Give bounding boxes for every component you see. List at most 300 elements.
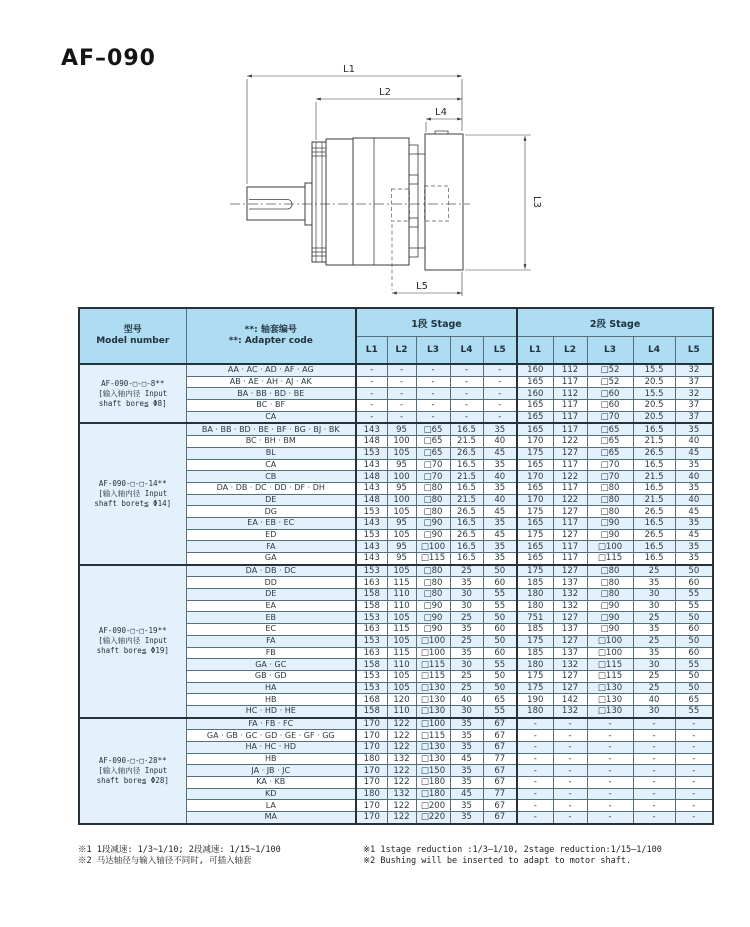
s1-l3-cell: □150 <box>416 765 450 777</box>
s2-l4-cell: 30 <box>633 589 675 601</box>
s2-l2-cell: - <box>553 812 587 824</box>
s1-l1-cell: 158 <box>356 589 387 601</box>
s1-l4-cell: 16.5 <box>450 423 483 435</box>
s1-l4-cell: - <box>450 388 483 400</box>
s1-l2-cell: 120 <box>387 694 416 706</box>
s2-l3-cell: - <box>587 730 633 742</box>
model-number-line: shaft bore≦ Φ28] <box>96 775 169 785</box>
stage1-col-l2: L2 <box>387 337 416 365</box>
s1-l1-cell: 153 <box>356 447 387 459</box>
s1-l2-cell: 95 <box>387 517 416 529</box>
s1-l5-cell: 50 <box>483 682 517 694</box>
s2-l3-cell: □100 <box>587 541 633 553</box>
s1-l4-cell: - <box>450 376 483 388</box>
s2-l4-cell: 35 <box>633 624 675 636</box>
hidden-lines <box>392 186 449 221</box>
adapter-code-cell: CA <box>186 459 356 471</box>
s2-l4-cell: 25 <box>633 670 675 682</box>
s2-l1-cell: 170 <box>517 436 553 448</box>
s2-l3-cell: □90 <box>587 612 633 624</box>
s1-l1-cell: 153 <box>356 529 387 541</box>
s2-l5-cell: 60 <box>675 647 713 659</box>
s2-l5-cell: 55 <box>675 659 713 671</box>
s1-l2-cell: 132 <box>387 788 416 800</box>
s2-l5-cell: - <box>675 730 713 742</box>
model-number-line: [输入轴内径 Input <box>98 489 168 499</box>
s2-l3-cell: □70 <box>587 471 633 483</box>
s2-l3-cell: □65 <box>587 436 633 448</box>
s1-l3-cell: □80 <box>416 482 450 494</box>
s1-l5-cell: 35 <box>483 541 517 553</box>
s2-l3-cell: □115 <box>587 553 633 565</box>
s2-l2-cell: 142 <box>553 694 587 706</box>
s1-l5-cell: 67 <box>483 742 517 754</box>
s2-l2-cell: 117 <box>553 459 587 471</box>
adapter-code-cell: GA · GC <box>186 659 356 671</box>
footnote-en-2: ※2 Bushing will be inserted to adapt to motor shaft. <box>363 856 632 866</box>
adapter-code-cell: LA <box>186 800 356 812</box>
adapter-code-cell: AA · AC · AD · AF · AG <box>186 364 356 376</box>
adapter-code-cell: CA <box>186 411 356 423</box>
s1-l1-cell: 148 <box>356 494 387 506</box>
s1-l5-cell: 45 <box>483 447 517 459</box>
model-number-line: AF-090-□-□-28** <box>98 755 167 765</box>
adapter-code-cell: DE <box>186 494 356 506</box>
s1-l5-cell: 35 <box>483 517 517 529</box>
s1-l1-cell: - <box>356 364 387 376</box>
s2-l5-cell: 40 <box>675 436 713 448</box>
adapter-code-cell: KA · KB <box>186 777 356 789</box>
s1-l5-cell: 45 <box>483 506 517 518</box>
footnotes-english <box>363 845 723 867</box>
s1-l1-cell: - <box>356 388 387 400</box>
s2-l5-cell: 50 <box>675 565 713 577</box>
s2-l1-cell: 165 <box>517 423 553 435</box>
s1-l3-cell: □130 <box>416 742 450 754</box>
s2-l2-cell: 127 <box>553 635 587 647</box>
model-number-cell <box>79 718 186 824</box>
s1-l4-cell: - <box>450 364 483 376</box>
s2-l5-cell: - <box>675 742 713 754</box>
model-number-cell <box>79 423 186 564</box>
s2-l2-cell: 132 <box>553 659 587 671</box>
adapter-code-cell: DA · DB · DC <box>186 565 356 577</box>
s1-l5-cell: 67 <box>483 812 517 824</box>
s1-l5-cell: 50 <box>483 670 517 682</box>
s1-l2-cell: 115 <box>387 624 416 636</box>
model-number-line: AF-090-□-□-19** <box>98 626 167 636</box>
s1-l5-cell: 60 <box>483 624 517 636</box>
s2-l2-cell: 127 <box>553 670 587 682</box>
s1-l4-cell: 16.5 <box>450 482 483 494</box>
adapter-code-cell: EC <box>186 624 356 636</box>
s2-l3-cell: □70 <box>587 411 633 423</box>
s2-l2-cell: 117 <box>553 517 587 529</box>
s1-l1-cell: 153 <box>356 670 387 682</box>
s1-l4-cell: 30 <box>450 705 483 717</box>
s1-l2-cell: 110 <box>387 705 416 717</box>
s1-l1-cell: 180 <box>356 753 387 765</box>
model-number-line: shaft bore≦ Φ19] <box>96 646 169 656</box>
s1-l4-cell: 26.5 <box>450 529 483 541</box>
s1-l1-cell: - <box>356 400 387 412</box>
stage2-col-l1: L1 <box>517 337 553 365</box>
s1-l4-cell: 25 <box>450 682 483 694</box>
s1-l3-cell: □80 <box>416 565 450 577</box>
s1-l4-cell: 26.5 <box>450 447 483 459</box>
dim-label-l3: L3 <box>531 196 542 208</box>
adapter-code-cell: FA <box>186 541 356 553</box>
footnote-zh-1: ※1 1段减速: 1/3~1/10; 2段减速: 1/15~1/100 <box>78 845 281 855</box>
s1-l3-cell: □100 <box>416 635 450 647</box>
s1-l1-cell: 143 <box>356 541 387 553</box>
s1-l2-cell: 95 <box>387 553 416 565</box>
s2-l2-cell: 137 <box>553 624 587 636</box>
s1-l1-cell: 158 <box>356 600 387 612</box>
s1-l5-cell: - <box>483 400 517 412</box>
s2-l5-cell: 55 <box>675 589 713 601</box>
s1-l5-cell: 55 <box>483 659 517 671</box>
s1-l1-cell: - <box>356 376 387 388</box>
s2-l4-cell: 16.5 <box>633 517 675 529</box>
s1-l4-cell: 30 <box>450 659 483 671</box>
s2-l4-cell: 16.5 <box>633 553 675 565</box>
s1-l4-cell: 25 <box>450 612 483 624</box>
page-title: AF–090 <box>61 46 156 71</box>
s2-l3-cell: □90 <box>587 624 633 636</box>
dim-label-l5: L5 <box>416 281 428 292</box>
adapter-code-cell: JA · JB · JC <box>186 765 356 777</box>
adapter-code-cell: CB <box>186 471 356 483</box>
s1-l1-cell: 153 <box>356 565 387 577</box>
s2-l2-cell: 117 <box>553 553 587 565</box>
s1-l5-cell: - <box>483 411 517 423</box>
s2-l4-cell: - <box>633 742 675 754</box>
dimension-table <box>78 307 714 825</box>
s1-l3-cell: □90 <box>416 624 450 636</box>
s1-l2-cell: 95 <box>387 541 416 553</box>
s2-l1-cell: 175 <box>517 506 553 518</box>
s2-l3-cell: □115 <box>587 659 633 671</box>
s1-l2-cell: 105 <box>387 506 416 518</box>
s1-l1-cell: 163 <box>356 577 387 589</box>
dimension-table-wrap <box>78 307 714 825</box>
s1-l2-cell: 105 <box>387 447 416 459</box>
s2-l4-cell: - <box>633 812 675 824</box>
s2-l3-cell: □80 <box>587 506 633 518</box>
s1-l4-cell: 35 <box>450 718 483 730</box>
s1-l2-cell: 105 <box>387 670 416 682</box>
body-section-b <box>353 138 409 265</box>
s2-l5-cell: 40 <box>675 471 713 483</box>
s2-l5-cell: 45 <box>675 506 713 518</box>
s1-l1-cell: 170 <box>356 765 387 777</box>
s1-l5-cell: 35 <box>483 482 517 494</box>
s1-l2-cell: 110 <box>387 589 416 601</box>
s1-l5-cell: 67 <box>483 800 517 812</box>
s1-l1-cell: 143 <box>356 553 387 565</box>
s2-l3-cell: □90 <box>587 517 633 529</box>
s2-l2-cell: 117 <box>553 411 587 423</box>
s1-l4-cell: - <box>450 411 483 423</box>
adapter-code-header <box>186 308 356 364</box>
s2-l5-cell: 35 <box>675 541 713 553</box>
s2-l4-cell: 21.5 <box>633 436 675 448</box>
s2-l1-cell: 160 <box>517 364 553 376</box>
s2-l3-cell: □130 <box>587 694 633 706</box>
s1-l3-cell: □130 <box>416 753 450 765</box>
s2-l1-cell: - <box>517 788 553 800</box>
s2-l5-cell: 32 <box>675 388 713 400</box>
s2-l2-cell: 117 <box>553 541 587 553</box>
table-body <box>79 364 713 824</box>
s1-l3-cell: □65 <box>416 436 450 448</box>
s1-l3-cell: □90 <box>416 529 450 541</box>
s1-l1-cell: 153 <box>356 635 387 647</box>
s1-l3-cell: - <box>416 388 450 400</box>
s2-l2-cell: 127 <box>553 682 587 694</box>
s2-l1-cell: - <box>517 730 553 742</box>
stage2-col-l3: L3 <box>587 337 633 365</box>
adapter-header-zh: **: 轴套编号 <box>244 325 297 335</box>
s2-l1-cell: - <box>517 753 553 765</box>
s1-l5-cell: 35 <box>483 459 517 471</box>
dim-label-l4: L4 <box>435 107 447 118</box>
stage2-col-l5: L5 <box>675 337 713 365</box>
dim-label-l2: L2 <box>379 87 391 98</box>
s2-l4-cell: - <box>633 753 675 765</box>
s2-l1-cell: 175 <box>517 635 553 647</box>
adapter-code-cell: BC · BH · BM <box>186 436 356 448</box>
model-number-cell <box>79 364 186 423</box>
s2-l4-cell: - <box>633 765 675 777</box>
adapter-code-cell: GA <box>186 553 356 565</box>
s2-l3-cell: □80 <box>587 494 633 506</box>
s2-l1-cell: - <box>517 777 553 789</box>
s1-l3-cell: □90 <box>416 517 450 529</box>
s1-l2-cell: 122 <box>387 730 416 742</box>
dimension-drawing <box>228 58 548 303</box>
adapter-code-cell: KD <box>186 788 356 800</box>
adapter-code-cell: DD <box>186 577 356 589</box>
footnote-en-1: ※1 1stage reduction :1/3—1/10, 2stage reduction:1/15—1/100 <box>363 845 662 855</box>
s2-l5-cell: - <box>675 800 713 812</box>
s2-l5-cell: 50 <box>675 682 713 694</box>
s2-l3-cell: □65 <box>587 447 633 459</box>
adapter-header-en: **: Adapter code <box>228 336 313 346</box>
s1-l5-cell: 50 <box>483 565 517 577</box>
s2-l3-cell: - <box>587 800 633 812</box>
s2-l3-cell: □80 <box>587 589 633 601</box>
s2-l2-cell: 127 <box>553 565 587 577</box>
s1-l4-cell: 35 <box>450 742 483 754</box>
s1-l5-cell: 35 <box>483 553 517 565</box>
s2-l4-cell: 15.5 <box>633 364 675 376</box>
s2-l3-cell: □65 <box>587 423 633 435</box>
s2-l4-cell: - <box>633 788 675 800</box>
stage1-col-l5: L5 <box>483 337 517 365</box>
s1-l3-cell: □130 <box>416 682 450 694</box>
s2-l5-cell: 35 <box>675 553 713 565</box>
s2-l4-cell: 16.5 <box>633 541 675 553</box>
s2-l4-cell: 20.5 <box>633 411 675 423</box>
s2-l3-cell: - <box>587 765 633 777</box>
s1-l5-cell: 60 <box>483 577 517 589</box>
table-row <box>79 565 713 577</box>
s1-l4-cell: 35 <box>450 647 483 659</box>
s2-l3-cell: □100 <box>587 635 633 647</box>
adapter-code-cell: FA <box>186 635 356 647</box>
s2-l1-cell: - <box>517 800 553 812</box>
s2-l1-cell: 175 <box>517 529 553 541</box>
s1-l1-cell: 163 <box>356 647 387 659</box>
s1-l1-cell: - <box>356 411 387 423</box>
s1-l3-cell: □115 <box>416 670 450 682</box>
s1-l3-cell: □100 <box>416 541 450 553</box>
s1-l1-cell: 168 <box>356 694 387 706</box>
model-number-line: shaft bore≦ Φ8] <box>98 398 167 408</box>
s1-l1-cell: 143 <box>356 482 387 494</box>
adapter-code-cell: EB <box>186 612 356 624</box>
adapter-code-cell: HA <box>186 682 356 694</box>
s2-l2-cell: - <box>553 765 587 777</box>
s1-l3-cell: - <box>416 400 450 412</box>
table-row <box>79 364 713 376</box>
s1-l4-cell: 30 <box>450 600 483 612</box>
s2-l2-cell: 117 <box>553 423 587 435</box>
s2-l1-cell: 170 <box>517 471 553 483</box>
s2-l3-cell: - <box>587 777 633 789</box>
s2-l3-cell: □90 <box>587 600 633 612</box>
table-header-row <box>79 308 713 337</box>
s1-l2-cell: 122 <box>387 742 416 754</box>
s1-l5-cell: 67 <box>483 718 517 730</box>
model-number-cell <box>79 565 186 718</box>
s2-l4-cell: 26.5 <box>633 447 675 459</box>
s1-l5-cell: 65 <box>483 694 517 706</box>
s2-l1-cell: 165 <box>517 541 553 553</box>
s2-l5-cell: 37 <box>675 376 713 388</box>
s2-l4-cell: 26.5 <box>633 506 675 518</box>
s2-l2-cell: 137 <box>553 577 587 589</box>
s1-l4-cell: 35 <box>450 577 483 589</box>
s2-l2-cell: - <box>553 718 587 730</box>
s1-l2-cell: 95 <box>387 482 416 494</box>
s1-l1-cell: 143 <box>356 517 387 529</box>
model-header-zh: 型号 <box>123 325 142 335</box>
s1-l5-cell: 45 <box>483 529 517 541</box>
s2-l2-cell: 132 <box>553 705 587 717</box>
s2-l1-cell: 175 <box>517 447 553 459</box>
s2-l1-cell: 165 <box>517 482 553 494</box>
s1-l2-cell: 100 <box>387 471 416 483</box>
s1-l1-cell: 170 <box>356 742 387 754</box>
s1-l4-cell: 35 <box>450 777 483 789</box>
s2-l5-cell: 50 <box>675 670 713 682</box>
adapter-code-cell: DG <box>186 506 356 518</box>
s1-l1-cell: 170 <box>356 812 387 824</box>
model-number-header <box>79 308 186 364</box>
adapter-code-cell: HC · HD · HE <box>186 705 356 717</box>
adapter-code-cell: BA · BB · BD · BE <box>186 388 356 400</box>
s1-l4-cell: 35 <box>450 624 483 636</box>
s1-l5-cell: - <box>483 388 517 400</box>
s1-l5-cell: 40 <box>483 436 517 448</box>
s1-l5-cell: 35 <box>483 423 517 435</box>
s2-l4-cell: 25 <box>633 565 675 577</box>
s1-l2-cell: 122 <box>387 812 416 824</box>
s1-l5-cell: - <box>483 376 517 388</box>
s1-l3-cell: □65 <box>416 447 450 459</box>
s2-l4-cell: - <box>633 718 675 730</box>
s2-l1-cell: 175 <box>517 565 553 577</box>
s2-l1-cell: 160 <box>517 388 553 400</box>
flange-ribs <box>312 148 326 256</box>
s1-l1-cell: 148 <box>356 471 387 483</box>
s1-l1-cell: 153 <box>356 506 387 518</box>
s2-l2-cell: 127 <box>553 506 587 518</box>
s2-l4-cell: - <box>633 800 675 812</box>
motor-plate <box>425 134 463 270</box>
s2-l1-cell: 180 <box>517 659 553 671</box>
s2-l1-cell: - <box>517 812 553 824</box>
s1-l5-cell: 67 <box>483 777 517 789</box>
s1-l3-cell: □80 <box>416 589 450 601</box>
s2-l4-cell: 25 <box>633 612 675 624</box>
dimension-lines <box>247 76 531 296</box>
s1-l5-cell: 50 <box>483 612 517 624</box>
s1-l2-cell: 110 <box>387 659 416 671</box>
footnote-zh-2: ※2 马达轴径与输入轴径不同时, 可插入轴套 <box>78 856 252 866</box>
s1-l2-cell: 122 <box>387 765 416 777</box>
s2-l5-cell: 40 <box>675 494 713 506</box>
s2-l1-cell: 170 <box>517 494 553 506</box>
s1-l2-cell: 95 <box>387 459 416 471</box>
s1-l4-cell: 21.5 <box>450 494 483 506</box>
s1-l2-cell: 105 <box>387 612 416 624</box>
s1-l4-cell: 25 <box>450 635 483 647</box>
s2-l4-cell: - <box>633 777 675 789</box>
s2-l5-cell: 35 <box>675 423 713 435</box>
s1-l2-cell: - <box>387 400 416 412</box>
s2-l4-cell: 30 <box>633 705 675 717</box>
mount-lug <box>409 145 418 154</box>
s1-l4-cell: 16.5 <box>450 553 483 565</box>
s2-l5-cell: 35 <box>675 517 713 529</box>
s1-l3-cell: □70 <box>416 471 450 483</box>
s2-l2-cell: - <box>553 753 587 765</box>
s1-l3-cell: □90 <box>416 600 450 612</box>
s1-l1-cell: 153 <box>356 612 387 624</box>
s2-l1-cell: 165 <box>517 517 553 529</box>
adapter-code-cell: HB <box>186 694 356 706</box>
s1-l3-cell: □80 <box>416 494 450 506</box>
s2-l3-cell: - <box>587 812 633 824</box>
s2-l1-cell: 165 <box>517 459 553 471</box>
s1-l4-cell: 25 <box>450 670 483 682</box>
mount-lug <box>409 218 418 227</box>
s2-l5-cell: - <box>675 718 713 730</box>
s1-l1-cell: 158 <box>356 705 387 717</box>
s2-l3-cell: □80 <box>587 482 633 494</box>
s2-l2-cell: 137 <box>553 647 587 659</box>
s2-l4-cell: 35 <box>633 647 675 659</box>
s2-l4-cell: 35 <box>633 577 675 589</box>
s1-l3-cell: □115 <box>416 730 450 742</box>
s1-l2-cell: 122 <box>387 800 416 812</box>
s2-l3-cell: □60 <box>587 388 633 400</box>
s2-l3-cell: □130 <box>587 705 633 717</box>
